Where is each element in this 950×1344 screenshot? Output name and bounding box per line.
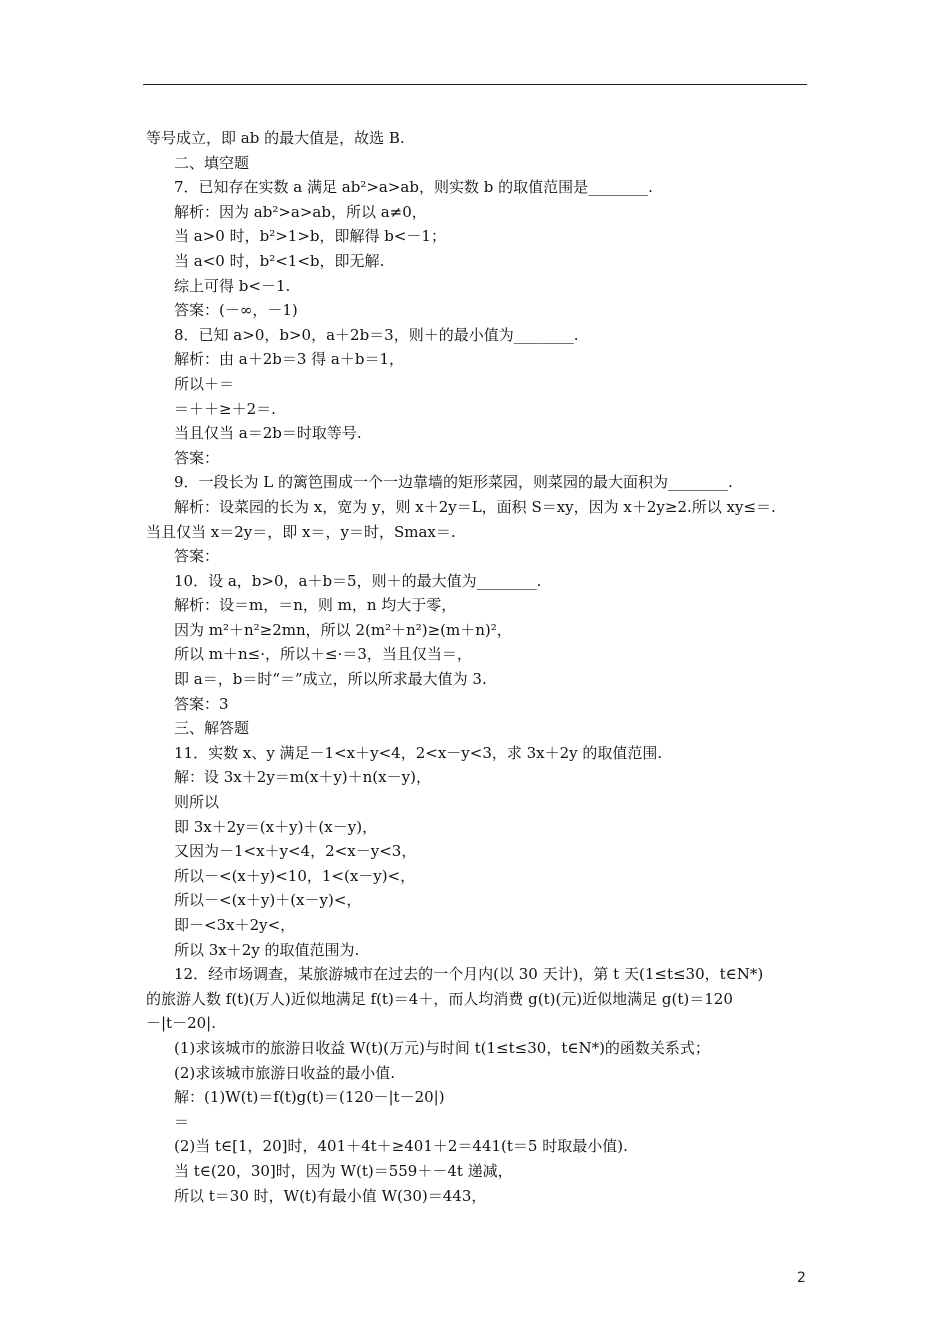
text-line: 则所以 bbox=[174, 793, 220, 812]
text-line: 解：(1)W(t)＝f(t)g(t)＝(120－|t－20|) bbox=[174, 1088, 445, 1107]
text-line: 的旅游人数 f(t)(万人)近似地满足 f(t)＝4＋，而人均消费 g(t)(元)近似地满足 g(t)＝120 bbox=[146, 989, 733, 1008]
text-line: 又因为－1<x＋y<4，2<x－y<3， bbox=[174, 842, 417, 861]
text-line: 等号成立，即 ab 的最大值是，故选 B. bbox=[146, 129, 405, 147]
text-line: 7．已知存在实数 a 满足 ab²>a>ab，则实数 b 的取值范围是________. bbox=[174, 178, 653, 197]
text-line: 当 a>0 时，b²>1>b，即解得 b<－1； bbox=[174, 227, 446, 246]
text-line: 8．已知 a>0，b>0，a＋2b＝3，则＋的最小值为________. bbox=[174, 325, 579, 344]
text-line: (2)当 t∈[1，20]时，401＋4t＋≥401＋2＝441(t＝5 时取最小值). bbox=[174, 1137, 628, 1156]
text-line: ＝＋＋≥＋2＝. bbox=[174, 399, 276, 418]
text-line: 10．设 a，b>0，a＋b＝5，则＋的最大值为________. bbox=[174, 571, 542, 590]
text-line: 即－<3x＋2y<， bbox=[174, 916, 296, 934]
text-line: 所以 t＝30 时，W(t)有最小值 W(30)＝443， bbox=[174, 1186, 487, 1205]
header-rule bbox=[143, 84, 807, 85]
text-line: 答案： bbox=[174, 448, 220, 467]
text-line: 答案：(－∞，－1) bbox=[174, 301, 298, 320]
text-line: 当 a<0 时，b²<1<b，即无解. bbox=[174, 251, 385, 270]
text-line: 解析：由 a＋2b＝3 得 a＋b＝1， bbox=[174, 350, 405, 369]
text-line: (2)求该城市旅游日收益的最小值. bbox=[174, 1063, 396, 1082]
text-line: 因为 m²＋n²≥2mn，所以 2(m²＋n²)≥(m＋n)²， bbox=[174, 620, 512, 639]
text-line: 解析：设菜园的长为 x，宽为 y，则 x＋2y＝L，面积 S＝xy，因为 x＋2y≥2.所以 xy≤＝. bbox=[174, 497, 776, 516]
text-line: 答案： bbox=[174, 547, 220, 566]
text-line: 答案：3 bbox=[174, 694, 229, 713]
text-line: 所以 m＋n≤·，所以＋≤·＝3，当且仅当＝， bbox=[174, 645, 472, 664]
text-line: 所以＋＝ bbox=[174, 374, 235, 393]
text-line: 12．经市场调查，某旅游城市在过去的一个月内(以 30 天计)，第 t 天(1≤t≤30，t∈N*) bbox=[174, 965, 764, 984]
text-line: 9．一段长为 L 的篱笆围成一个一边靠墙的矩形菜园，则菜园的最大面积为________. bbox=[174, 473, 733, 492]
text-line: 解析：设＝m，＝n，则 m，n 均大于零， bbox=[174, 596, 457, 615]
text-line: 解析：因为 ab²>a>ab，所以 a≠0， bbox=[174, 202, 427, 221]
text-line: ＝ bbox=[174, 1112, 190, 1131]
page-number: 2 bbox=[797, 1270, 806, 1286]
text-line: 11．实数 x、y 满足－1<x＋y<4，2<x－y<3，求 3x＋2y 的取值范围. bbox=[174, 743, 663, 762]
text-line: －|t－20|. bbox=[146, 1014, 216, 1033]
text-line: 所以－<(x＋y)<10，1<(x－y)<， bbox=[174, 866, 416, 885]
text-line: (1)求该城市的旅游日收益 W(t)(万元)与时间 t(1≤t≤30，t∈N*)的函数关系式； bbox=[174, 1038, 710, 1057]
text-line: 即 3x＋2y＝(x＋y)＋(x－y)， bbox=[174, 817, 378, 836]
text-line: 当且仅当 x＝2y＝，即 x＝，y＝时，Smax＝. bbox=[146, 522, 456, 541]
text-line: 当且仅当 a＝2b＝时取等号. bbox=[174, 424, 362, 443]
text-line: 三、解答题 bbox=[174, 719, 250, 738]
text-line: 二、填空题 bbox=[174, 153, 250, 172]
text-line: 解：设 3x＋2y＝m(x＋y)＋n(x－y)， bbox=[174, 768, 431, 787]
text-line: 所以－<(x＋y)＋(x－y)<， bbox=[174, 891, 362, 910]
text-line: 综上可得 b<－1. bbox=[174, 276, 291, 295]
text-line: 即 a＝，b＝时“＝”成立，所以所求最大值为 3. bbox=[174, 670, 487, 689]
text-line: 所以 3x＋2y 的取值范围为. bbox=[174, 940, 360, 959]
document-body bbox=[146, 126, 810, 1208]
text-line: 当 t∈(20，30]时，因为 W(t)＝559＋－4t 递减， bbox=[174, 1161, 513, 1180]
